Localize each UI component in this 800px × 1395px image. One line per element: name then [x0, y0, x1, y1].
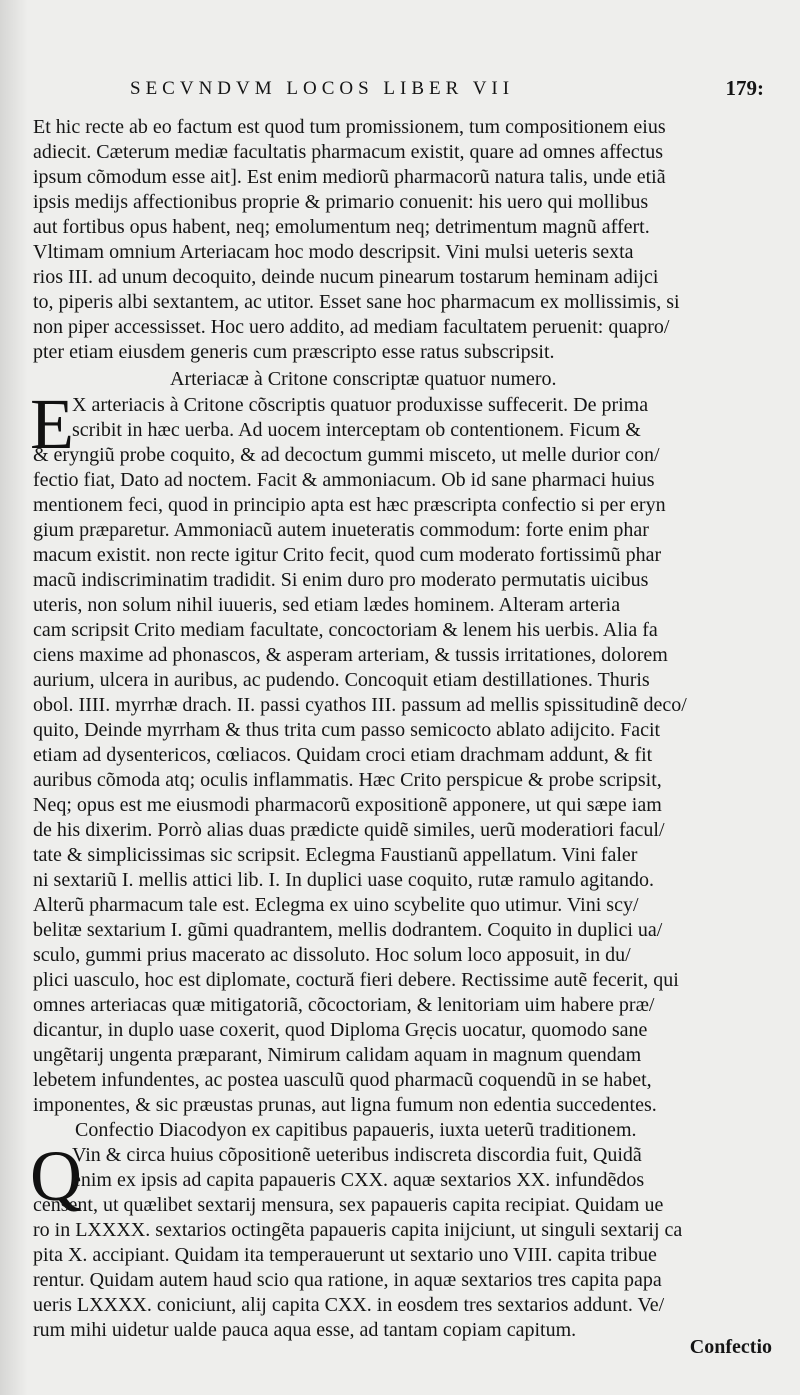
page-gutter-shadow — [0, 0, 28, 1395]
text-line: ungẽtarij ungenta præparant, Nimirum calidam aquam in magnum quendam — [33, 1044, 642, 1066]
running-title: SECVNDVM LOCOS LIBER VII — [130, 78, 515, 99]
text-line: pter etiam eiusdem generis cum præscripto esse ratus subscripsit. — [33, 341, 555, 363]
text-line: rum mihi uidetur ualde pauca aqua esse, ad tantam copiam capitum. — [33, 1319, 577, 1341]
text-line: etiam ad dysentericos, cœliacos. Quidam croci etiam drachmam addunt, & fit — [33, 744, 653, 766]
text-line: macum existit. non recte igitur Crito fecit, quod cum moderato fortissimũ phar — [33, 544, 662, 566]
text-line: obol. IIII. myrrhæ drach. II. passi cyathos III. passum ad mellis spissitudinẽ deco/ — [33, 694, 687, 716]
text-line: de his dixerim. Porrò alias duas prædicte quidẽ similes, uerũ moderatiori facul/ — [33, 819, 665, 841]
text-line: ciens maxime ad phonascos, & asperam arteriam, & tussis irritationes, dolorem — [33, 644, 668, 666]
text-line: non piper accessisset. Hoc uero addito, ad mediam facultatem peruenit: quapro/ — [33, 316, 670, 338]
text-line: ipsis medijs affectionibus proprie & primario conuenit: his uero qui mollibus — [33, 191, 649, 213]
section-heading: Arteriacæ à Critone conscriptæ quatuor numero. — [170, 368, 557, 390]
text-line: pita X. accipiant. Quidam ita temperauerunt ut sextario uno VIII. capita tribue — [33, 1244, 657, 1266]
text-line: plici uasculo, hoc est diplomate, coctură fieri debere. Rectissime autẽ fecerit, qui — [33, 969, 679, 991]
text-line: adiecit. Cæterum mediæ facultatis pharmacum existit, quare ad omnes affectus — [33, 141, 663, 163]
text-line: quito, Deinde myrrham & thus trita cum passo semicocto ablato adijcito. Facit — [33, 719, 661, 741]
text-line: belitæ sextarium I. gũmi quadrantem, mellis dodrantem. Coquito in duplici ua/ — [33, 919, 663, 941]
text-line: fectio fiat, Dato ad noctem. Facit & ammoniacum. Ob id sane pharmaci huius — [33, 469, 655, 491]
text-line: sculo, gummi prius macerato ac dissoluto. Hoc solum loco apposuit, in du/ — [33, 944, 631, 966]
text-line: omnes arteriacas quæ mitigatoriã, cõcoctoriam, & lenitoriam uim habere præ/ — [33, 994, 655, 1016]
text-line: mentionem feci, quod in principio apta est hæc præscripta confectio si per eryn — [33, 494, 666, 516]
catchword: Confectio — [689, 1336, 772, 1358]
drop-cap: Q — [30, 1136, 82, 1216]
text-line: Alterũ pharmacum tale est. Eclegma ex uino scybelite quo utimur. Vini scy/ — [33, 894, 639, 916]
text-line: ni sextariũ I. mellis attici lib. I. In duplici uase coquito, rutæ ramulo agitando. — [33, 869, 654, 891]
text-line: enim ex ipsis ad capita papaueris CXX. aquæ sextarios XX. infundẽdos — [72, 1169, 645, 1191]
text-line: to, piperis albi sextantem, ac utitor. Esset sane hoc pharmacum ex mollissimis, si — [33, 291, 680, 313]
text-line: & eryngiũ probe coquito, & ad decoctum gummi misceto, ut melle durior con/ — [33, 444, 660, 466]
text-line: aut fortibus opus habent, neq; emolumentum neq; detrimentum magnũ affert. — [33, 216, 650, 238]
text-line: Vin & circa huius cõpositionẽ ueteribus indiscreta discordia fuit, Quidã — [72, 1144, 642, 1166]
text-line: rentur. Quidam autem haud scio qua ratione, in aquæ sextarios tres capita papa — [33, 1269, 662, 1291]
text-line: rios III. ad unum decoquito, deinde nucum pinearum tostarum heminam adijci — [33, 266, 659, 288]
text-line: ipsum cõmodum esse ait]. Est enim mediorũ pharmacorũ natura talis, unde etiã — [33, 166, 666, 188]
text-line: cam scripsit Crito mediam facultate, concoctoriam & lenem his uerbis. Alia fa — [33, 619, 658, 641]
text-line: dicantur, in duplo uase coxerit, quod Diploma Grẹcis uocatur, quomodo sane — [33, 1019, 648, 1041]
text-line: lebetem infundentes, ac postea uasculũ quod pharmacũ coquendũ in se habet, — [33, 1069, 652, 1091]
text-line: censent, ut quælibet sextarij mensura, sex papaueris capita recipiat. Quidam ue — [33, 1194, 664, 1216]
drop-cap: E — [30, 384, 74, 464]
text-line: gium præparetur. Ammoniacũ autem inueteratis commodum: forte enim phar — [33, 519, 649, 541]
text-line: Neq; opus est me eiusmodi pharmacorũ expositionẽ apponere, ut qui sæpe iam — [33, 794, 662, 816]
text-line: scribit in hæc uerba. Ad uocem interceptam ob contentionem. Ficum & — [72, 419, 641, 441]
text-line: Et hic recte ab eo factum est quod tum promissionem, tum compositionem eius — [33, 116, 666, 138]
text-line: Vltimam omnium Arteriacam hoc modo descripsit. Vini mulsi ueteris sexta — [33, 241, 634, 263]
page-number: 179: — [725, 76, 764, 100]
text-line: macũ indiscriminatim tradidit. Si enim duro pro moderato permutatis uicibus — [33, 569, 649, 591]
text-line: X arteriacis à Critone cõscriptis quatuor produxisse suffecerit. De prima — [72, 394, 649, 416]
section-heading: Confectio Diacodyon ex capitibus papaueris, iuxta ueterũ traditionem. — [75, 1119, 637, 1141]
text-line: ro in LXXXX. sextarios octingẽta papaueris capita inijciunt, ut singuli sextarij ca — [33, 1219, 683, 1241]
text-line: ueris LXXXX. coniciunt, alij capita CXX. in eosdem tres sextarios addunt. Ve/ — [33, 1294, 665, 1316]
text-line: imponentes, & sic præustas prunas, aut ligna fumum non edentia succedentes. — [33, 1094, 657, 1116]
text-line: auribus cõmoda atq; oculis inflammatis. Hæc Crito perspicue & probe scripsit, — [33, 769, 662, 791]
text-line: uteris, non solum nihil iuueris, sed etiam lædes hominem. Alteram arteria — [33, 594, 621, 616]
text-line: tate & simplicissimas sic scripsit. Eclegma Faustianũ appellatum. Vini faler — [33, 844, 638, 866]
text-line: aurium, ulcera in auribus, ac pudendo. Concoquit etiam destillationes. Thuris — [33, 669, 650, 691]
